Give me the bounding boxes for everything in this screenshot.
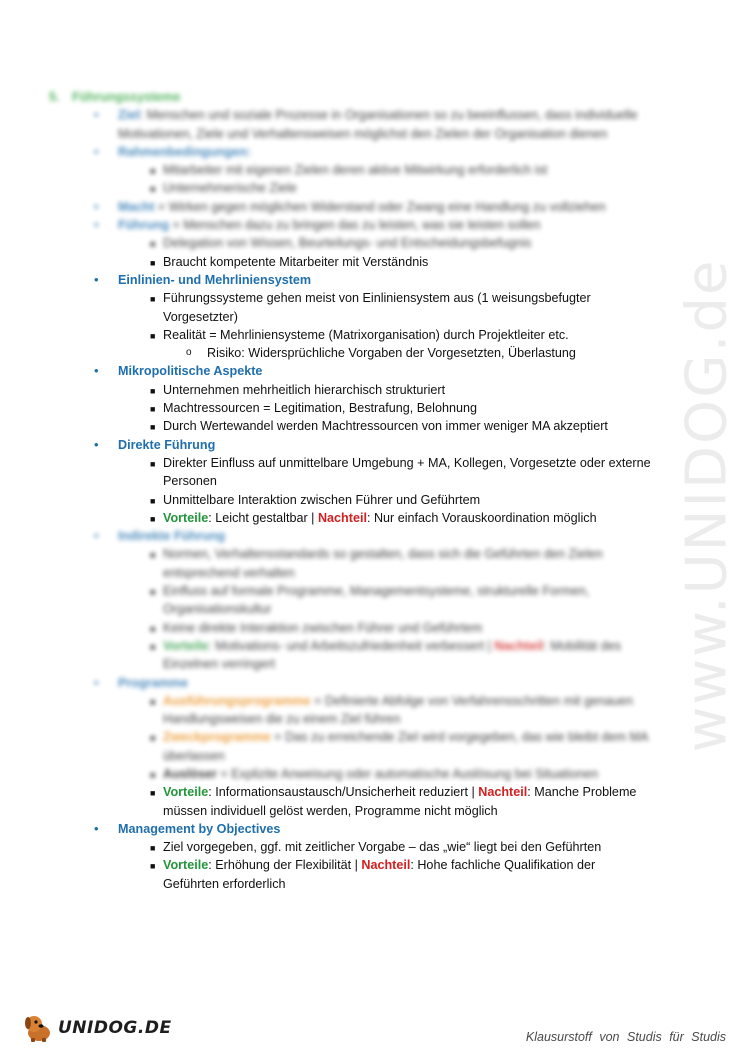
heading-mbo: • Management by Objectives	[94, 820, 281, 836]
list-item: ■ Braucht kompetente Mitarbeiter mit Verständnis	[150, 254, 429, 269]
heading-direkte-fuehrung: • Direkte Führung	[94, 436, 216, 452]
list-item: ■ Realität = Mehrliniensysteme (Matrixorganisation) durch Projektleiter etc.	[150, 327, 569, 342]
list-item-cont: Vorgesetzter)	[163, 309, 238, 324]
list-item: ■ Mitarbeiter mit eigenen Zielen deren aktive Mitwirkung erforderlich ist	[150, 163, 548, 178]
list-item-cont: müssen individuell gelöst werden, Programme nicht möglich	[163, 803, 498, 818]
list-item: • Rahmenbedingungen:	[94, 143, 251, 159]
list-item: ■ Ziel vorgegeben, ggf. mit zeitlicher Vorgabe – das „wie“ liegt bei den Geführten	[150, 840, 602, 855]
dog-icon	[22, 1013, 56, 1043]
unidog-logo: UNIDOG.DE	[22, 1013, 172, 1043]
list-item: • Führung = Menschen dazu zu bringen das zu leisten, was sie leisten sollen	[94, 217, 541, 233]
section-heading: 5. Führungssysteme	[49, 90, 181, 104]
heading-programme: • Programme	[94, 674, 188, 690]
list-item: ■ Delegation von Wissen, Beurteilungs- und Entscheidungsbefugnis	[150, 236, 532, 251]
list-item: ■ Unmittelbare Interaktion zwischen Führer und Geführtem	[150, 492, 481, 507]
list-item: ■ Durch Wertewandel werden Machtressourcen von immer weniger MA akzeptiert	[150, 419, 608, 434]
blurred-top-region	[0, 88, 680, 253]
list-item-cont: Geführten erforderlich	[163, 876, 286, 891]
list-item: o Risiko: Widersprüchliche Vorgaben der Vorgesetzten, Überlastung	[186, 346, 576, 361]
heading-mikropolitik: • Mikropolitische Aspekte	[94, 363, 263, 379]
list-item-pros-cons: ■ Vorteile: Informationsaustausch/Unsicherheit reduziert | Nachteil: Manche Probleme	[150, 785, 637, 800]
list-item-pros-cons: ■ Vorteile: Erhöhung der Flexibilität | Nachteil: Hohe fachliche Qualifikation der	[150, 858, 596, 873]
footer-tagline: Klausurstoff von Studis für Studis	[525, 1030, 726, 1044]
watermark: www.UNIDOG.de	[674, 258, 740, 752]
list-item: ■ Direkter Einfluss auf unmittelbare Umgebung + MA, Kollegen, Vorgesetzte oder externe	[150, 455, 651, 470]
list-item: • Ziel: Menschen und soziale Prozesse in Organisationen so zu beeinflussen, dass individuelle	[94, 107, 638, 123]
list-item: ■ Unternehmerische Ziele	[150, 181, 297, 196]
list-item: ■ Führungssysteme gehen meist von Einliniensystem aus (1 weisungsbefugter	[150, 291, 591, 306]
heading-indirekte-fuehrung: • Indirekte Führung	[94, 528, 226, 544]
heading-einlinien: • Einlinien- und Mehrliniensystem	[94, 271, 312, 287]
list-item: ■ Machtressourcen = Legitimation, Bestrafung, Belohnung	[150, 401, 477, 416]
list-item-pros-cons: ■ Vorteile: Leicht gestaltbar | Nachteil: Nur einfach Vorauskoordination möglich	[150, 510, 597, 525]
list-item: ■ Unternehmen mehrheitlich hierarchisch strukturiert	[150, 382, 446, 397]
blurred-indirekte-region: • Indirekte Führung ■ Normen, Verhaltensstandards so gestalten, dass sich die Geführten den Zielen entsprechend verhalten ■ Einfluss auf formale Programme, Managementsysteme, strukturelle Formen, Organisationskultur ■ Keine direkte Interaktion zwischen Führer und Geführtem ■ Vorteile: Motivations- und Arbeitszufriedenheit verbessert | Nachteil: Mobilität des Einzelnen verringert • Programme ■ Ausführungsprogramme = Definierte Abfolge von Verfahrensschritten mit genauen Handlungsweisen die zu einem Ziel führen ■ Zweckprogramme = Das zu erreichende Ziel wird vorgegeben, das wie bleibt dem MA überlassen ■ Auslöser = Explizite Anweisung oder automatische Auslösung bei Situationen	[0, 527, 680, 783]
document-body	[0, 88, 680, 893]
list-item-cont: Personen	[163, 474, 217, 489]
list-item: Motivationen, Ziele und Verhaltensweisen möglichst den Zielen der Organisation dienen	[118, 126, 608, 141]
list-item: • Macht = Wirken gegen möglichen Widerstand oder Zwang eine Handlung zu vollziehen	[94, 198, 606, 214]
